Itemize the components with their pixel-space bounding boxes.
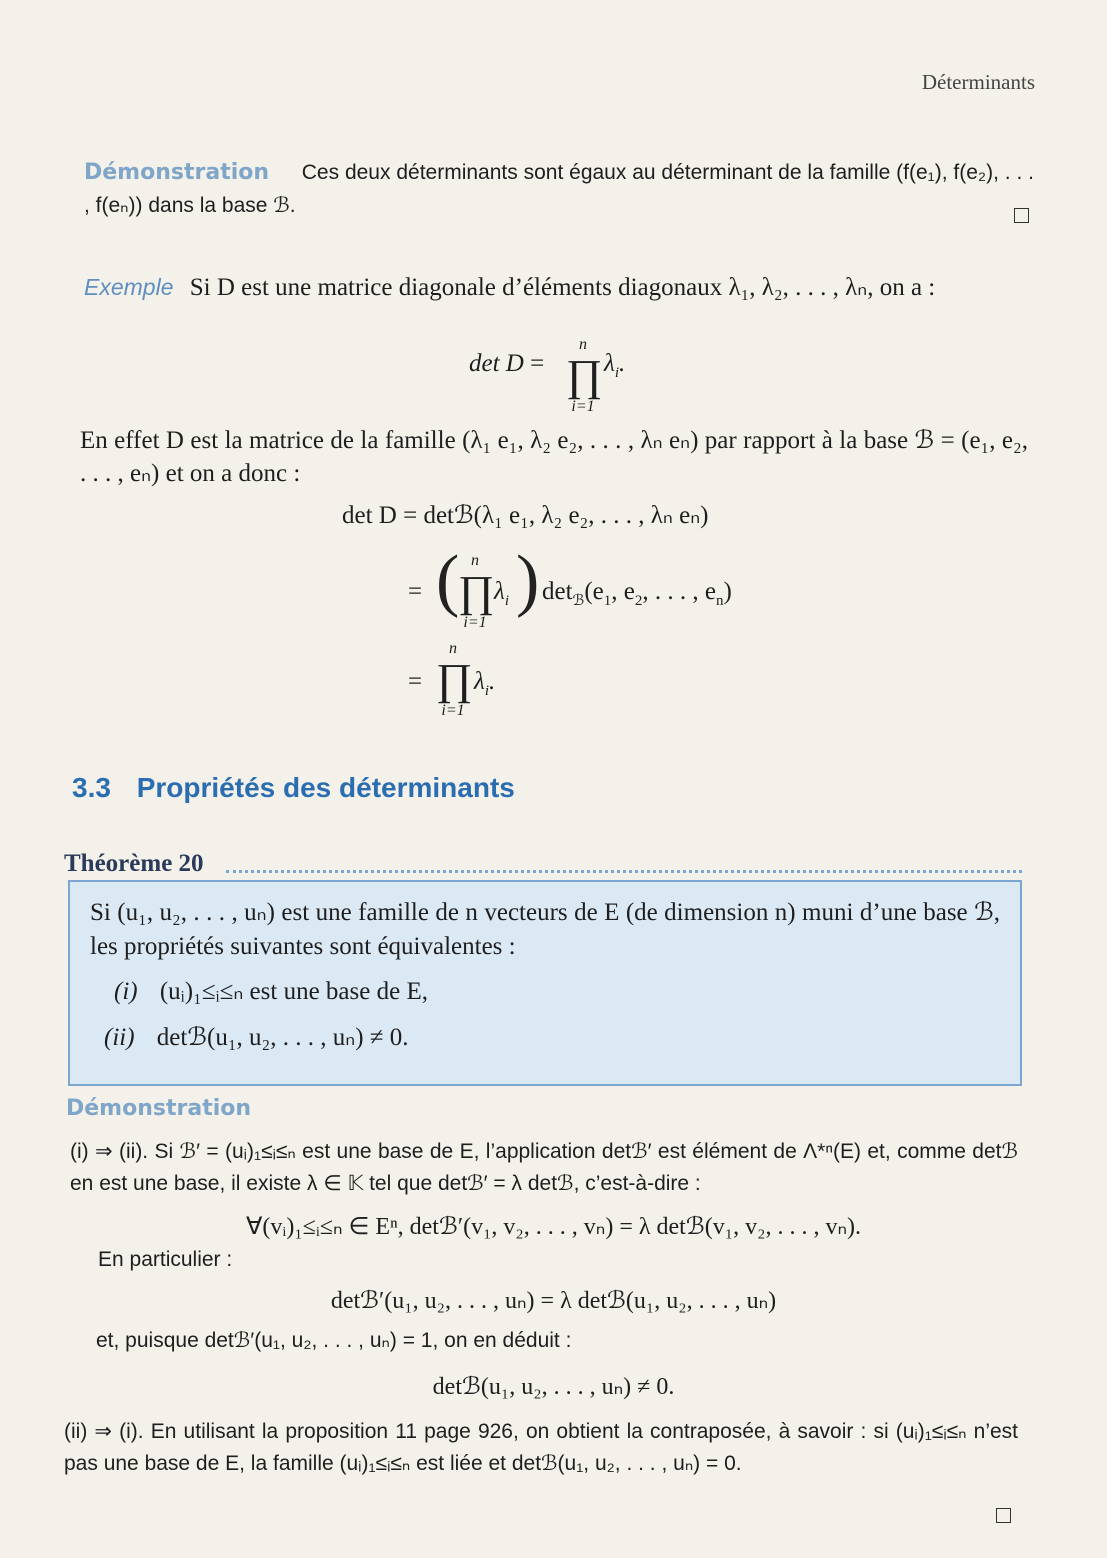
demo1-text: Ces deux déterminants sont égaux au déterminant de la famille (f(e₁), f(e₂), . . . , f(eₙ)) dans la base ℬ. bbox=[84, 161, 1034, 217]
qed-square-icon bbox=[1014, 208, 1029, 223]
demo2-paragraph-1: (i) ⇒ (ii). Si ℬ′ = (uᵢ)₁≤ᵢ≤ₙ est une base de E, l’application detℬ′ est élément de Λ*ⁿ(E) et, comme detℬ en est une base, il existe λ ∈ 𝕂 tel que detℬ′ = λ detℬ, c’est-à-dire : bbox=[70, 1140, 1018, 1195]
demo2-equation-3: detℬ(u₁, u₂, . . . , uₙ) ≠ 0. bbox=[432, 1374, 675, 1400]
section-number: 3.3 bbox=[72, 772, 111, 803]
example-label: Exemple bbox=[84, 274, 174, 300]
product-symbol-icon: ∏ bbox=[436, 655, 473, 704]
theorem-label: Théorème 20 bbox=[64, 850, 204, 877]
demo2-paragraph-2: En particulier : bbox=[98, 1248, 233, 1271]
example-equation-2-line-1: det D = detℬ(λ₁ e₁, λ₂ e₂, . . . , λₙ eₙ) bbox=[342, 502, 709, 529]
theorem-item-2: (ii) detℬ(u₁, u₂, . . . , uₙ) ≠ 0. bbox=[104, 1024, 409, 1051]
example-intro-text: Si D est une matrice diagonale d’éléments diagonaux λ₁, λ₂, . . . , λₙ, on a : bbox=[189, 274, 936, 301]
example-equation-1: det D = n ∏ i=1 $\lambda_i$. bbox=[469, 336, 626, 415]
theorem-box bbox=[68, 880, 1022, 1086]
section-title: Propriétés des déterminants bbox=[136, 772, 515, 803]
example-paragraph: En effet D est la matrice de la famille (λ₁ e₁, λ₂ e₂, . . . , λₙ eₙ) par rapport à la base ℬ = (e₁, e₂, . . . , eₙ) et on a donc : bbox=[80, 427, 1028, 487]
demo2-paragraph-3: et, puisque detℬ′(u₁, u₂, . . . , uₙ) = 1, on en déduit : bbox=[96, 1329, 572, 1352]
section-heading bbox=[72, 772, 515, 804]
qed-square-icon bbox=[996, 1508, 1011, 1523]
demo2-label: Démonstration bbox=[66, 1096, 252, 1121]
theorem-item-1: (i) (uᵢ)₁≤ᵢ≤ₙ est une base de E, bbox=[114, 978, 428, 1005]
theorem-rule bbox=[226, 870, 1022, 873]
demo2-equation-2: detℬ′(u₁, u₂, . . . , uₙ) = λ detℬ(u₁, u₂, . . . , uₙ) bbox=[330, 1288, 777, 1314]
theorem-text: Si (u₁, u₂, . . . , uₙ) est une famille de n vecteurs de E (de dimension n) muni d’une base ℬ, les propriétés suivantes sont équivalentes : bbox=[90, 899, 1000, 960]
example-intro bbox=[84, 270, 1034, 305]
demo2-paragraph-4: (ii) ⇒ (i). En utilisant la proposition 11 page 926, on obtient la contraposée, à savoir : si (uᵢ)₁≤ᵢ≤ₙ n’est pas une base de E, la famille (uᵢ)₁≤ᵢ≤ₙ est liée et detℬ(u₁, u₂, . . . , uₙ) = 0. bbox=[64, 1420, 1018, 1475]
demo1-paragraph bbox=[84, 156, 1034, 222]
example-equation-2-line-2: = ( n ∏ i=1 $\lambda_i$ ) $\det_ℬ(e_1$, $e_2$, . . . , $e_n$) bbox=[408, 542, 732, 631]
demo1-label: Démonstration bbox=[84, 160, 270, 185]
running-header: Déterminants bbox=[921, 70, 1035, 94]
product-symbol-icon: ∏ bbox=[566, 351, 603, 400]
example-equation-2-line-3: = n ∏ i=1 $\lambda_i$. bbox=[408, 640, 496, 719]
product-symbol-icon: ∏ bbox=[458, 567, 495, 616]
demo2-equation-1: ∀(vᵢ)₁≤ᵢ≤ₙ ∈ Eⁿ, detℬ′(v₁, v₂, . . . , vₙ) = λ detℬ(v₁, v₂, . . . , vₙ). bbox=[245, 1214, 861, 1240]
